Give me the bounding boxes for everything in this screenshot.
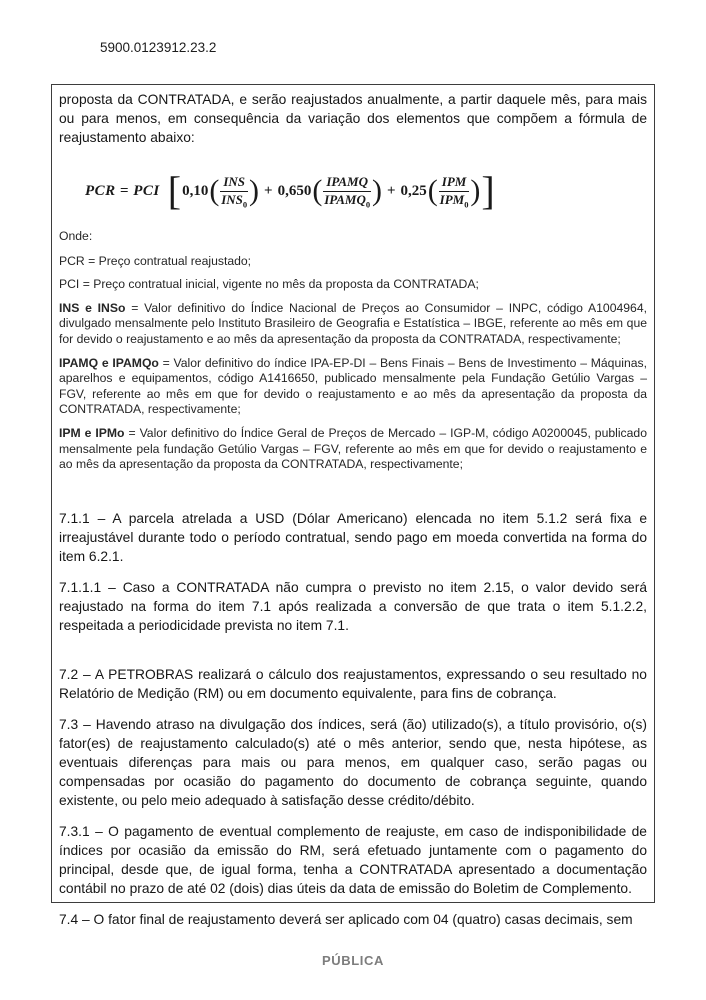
fraction-numerator: INS: [220, 175, 248, 191]
clause-7-2: 7.2 – A PETROBRAS realizará o cálculo dos reajustamentos, expressando o seu resultado no Relatório de Medição (RM) ou em documento equivalente, para fins de cobrança.: [59, 666, 647, 701]
formula-open-paren: (: [312, 174, 323, 207]
clause-7-3-1: 7.3.1 – O pagamento de eventual complemento de reajuste, em caso de indisponibilidade de índices por ocasião da emissão do RM, será efetuado juntamente com o pagamento do principal, desde que, de igual forma, tenha a CONTRATADA apresentado a documentação contábil no prazo de até 02 (dois) dias úteis da data de emissão do Boletim de Complemento.: [59, 823, 647, 896]
clause-7-1-1: 7.1.1 – A parcela atrelada a USD (Dólar Americano) elencada no item 5.1.2 será fixa e irreajustável durante todo o período contratual, sendo pago em moeda convertida na forma do item 6.2.1.: [59, 510, 647, 564]
formula-plus-operator: +: [264, 182, 273, 199]
onde-label: Onde:: [59, 229, 93, 243]
definition-text: PCI = Preço contratual inicial, vigente no mês da proposta da CONTRATADA;: [59, 277, 479, 292]
definition-text: PCR = Preço contratual reajustado;: [59, 253, 252, 268]
formula-open-paren: (: [209, 174, 220, 207]
clause-7-4: 7.4 – O fator final de reajustamento deverá ser aplicado com 04 (quatro) casas decimais, sem: [59, 911, 633, 927]
formula-fraction: [220, 174, 248, 210]
footer-classification: PÚBLICA: [322, 953, 384, 968]
formula-term: [382, 174, 481, 210]
intro-paragraph: proposta da CONTRATADA, e serão reajustados anualmente, a partir daquele mês, para mais ou para menos, em consequência da variação dos elementos que compõem a fórmula de reajustamento abaixo:: [59, 92, 647, 145]
formula-coefficient: 0,650: [277, 182, 312, 199]
definition-text: = Valor definitivo do Índice Geral de Preços de Mercado – IGP-M, código A0200045, publicado mensalmente pela fundação Getúlio Vargas – FGV, referente ao mês em que for devido o reajustamento e ao mês da apresentação da proposta da CONTRATADA, respectivamente;: [59, 425, 647, 472]
fraction-denominator: [324, 191, 371, 210]
formula-close-paren: ): [470, 174, 481, 207]
denominator-variable: IPM: [439, 191, 465, 207]
definition-pci: [59, 277, 647, 293]
formula-close-paren: ): [371, 174, 382, 207]
fraction-denominator: [439, 191, 469, 210]
formula-term: [259, 174, 382, 210]
definition-term: INS e INSo: [59, 300, 126, 315]
clause-7-3: 7.3 – Havendo atraso na divulgação dos índices, será (ão) utilizado(s), a título provisório, o(s) fator(es) de reajustamento calculado(s) até o mês anterior, sendo que, nesta hipótese, as eventuais diferenças para mais ou para menos, em qualquer caso, serão pagas ou compensadas por ocasião do pagamento do documento de cobrança seguinte, quando existente, ou pelo meio adequado à satisfação desse crédito/débito.: [59, 716, 647, 808]
denominator-variable: IPAMQ: [324, 191, 366, 207]
definition-text: = Valor definitivo do índice IPA-EP-DI – Bens Finais – Bens de Investimento – Máquinas, aparelhos e equipamentos, código A1416650, publicado mensalmente pela Fundação Getúlio Vargas – FGV, referente ao mês em que for devido o reajustamento e ao mês da apresentação da proposta da CONTRATADA, respectivamente;: [59, 355, 647, 417]
definition-ipamq: [59, 356, 647, 418]
formula-coefficient: 0,10: [182, 182, 209, 199]
denominator-variable: INS: [221, 191, 243, 207]
denominator-subscript: 0: [242, 199, 248, 210]
fraction-numerator: IPAMQ: [323, 175, 371, 191]
fraction-numerator: IPM: [439, 175, 470, 191]
formula-close-paren: ): [249, 174, 259, 207]
definition-ipm: [59, 426, 647, 473]
formula-coefficient: 0,25: [400, 182, 427, 199]
formula-close-bracket: ]: [481, 168, 495, 213]
content-box: [51, 84, 655, 927]
formula-open-bracket: [: [167, 168, 182, 213]
definition-pcr: [59, 254, 647, 270]
fraction-denominator: [221, 191, 248, 210]
formula-term: [182, 174, 259, 210]
clause-7-1-1-1: 7.1.1.1 – Caso a CONTRATADA não cumpra o previsto no item 2.15, o valor devido será reajustado na forma do item 7.1 após realizada a conversão de que trata o item 5.1.2.2, respeitada a periodicidade prevista no item 7.1.: [59, 579, 647, 633]
definition-ins: [59, 301, 647, 348]
definition-term: IPAMQ e IPAMQo: [59, 355, 159, 370]
formula-plus-operator: +: [386, 182, 396, 199]
adjustment-formula: [85, 168, 647, 213]
definition-term: IPM e IPMo: [59, 425, 125, 440]
definition-text: = Valor definitivo do Índice Nacional de Preços ao Consumidor – INPC, código A1004964, divulgado mensalmente pelo Instituto Brasileiro de Geografia e Estatística – IBGE, referente ao mês em que for devido o reajustamento e ao mês da apresentação da proposta da CONTRATADA, respectivamente;: [59, 300, 647, 346]
formula-fraction: [439, 174, 470, 210]
denominator-subscript: 0: [365, 199, 371, 210]
denominator-subscript: 0: [464, 199, 469, 210]
formula-fraction: [323, 174, 371, 210]
formula-open-paren: (: [427, 174, 438, 207]
formula-lhs: PCR = PCI: [85, 182, 160, 199]
document-number: 5900.0123912.23.2: [100, 40, 217, 55]
